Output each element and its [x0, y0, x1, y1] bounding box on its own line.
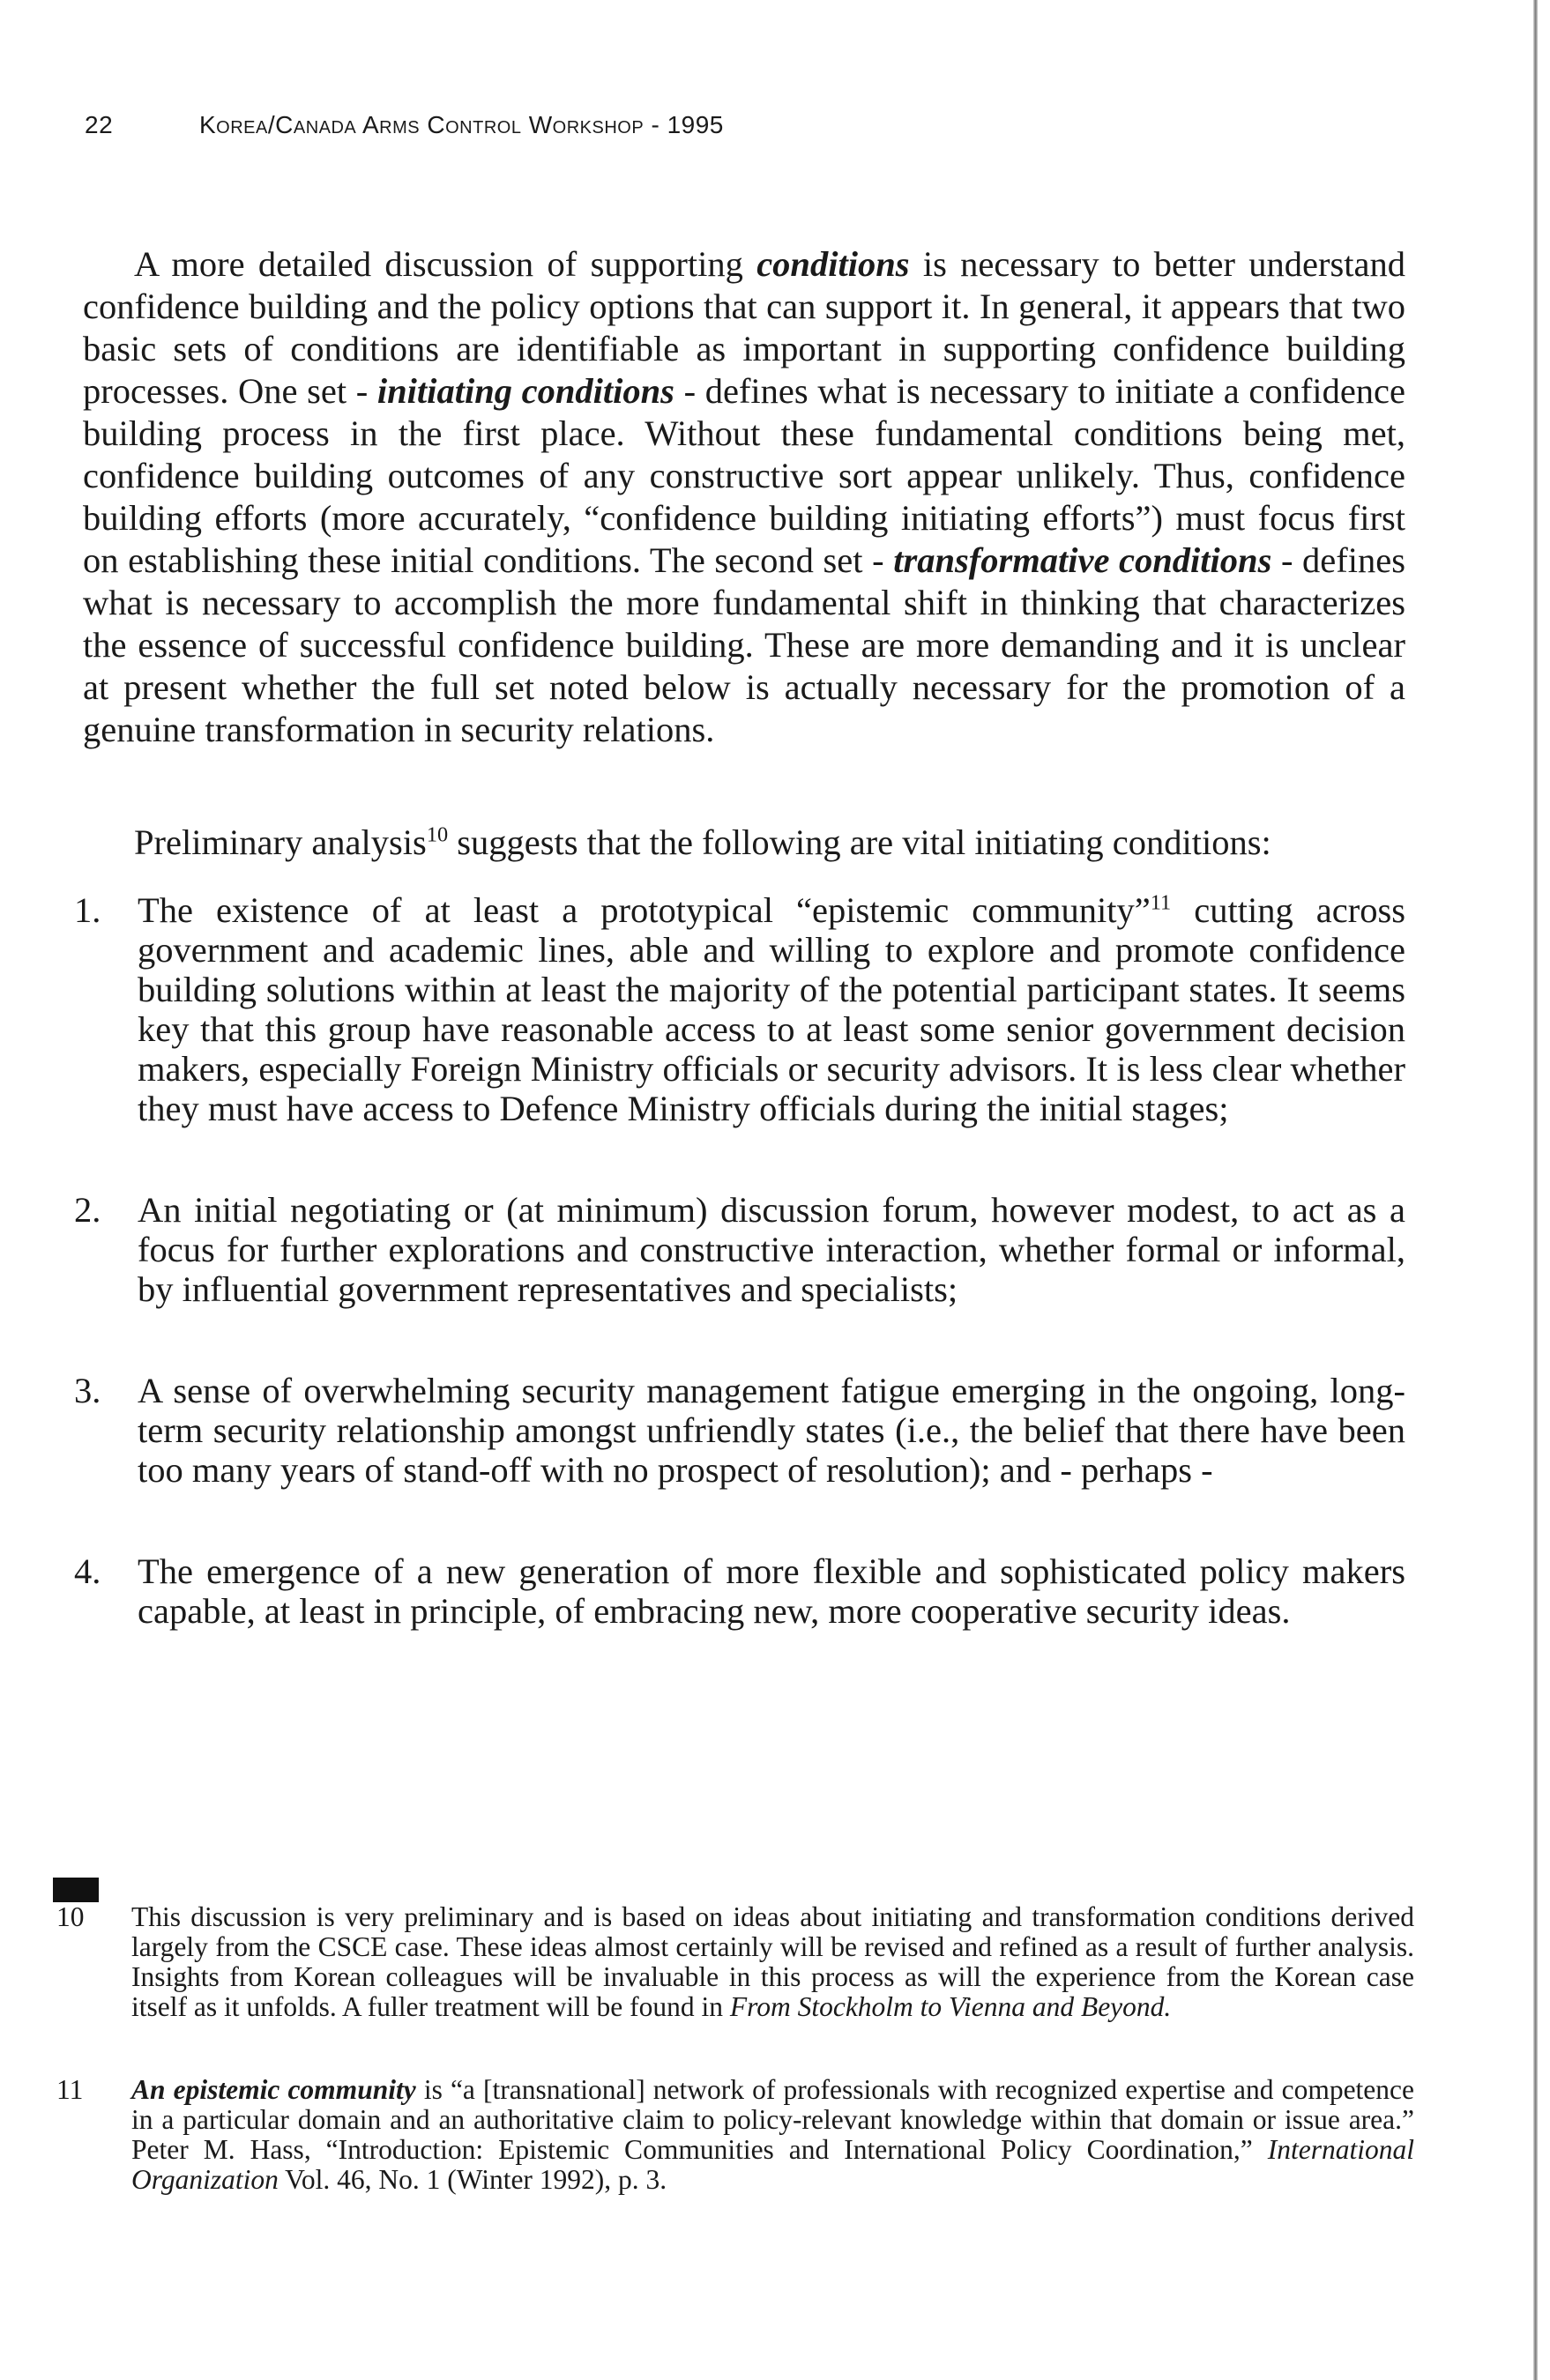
list-item-1: [74, 890, 1405, 1128]
footnote-ref-10: 10: [426, 822, 449, 847]
page-number: 22: [85, 111, 114, 138]
paragraph-text: - defines what is necessary to initiate a confidence building process in the first place. Without these fundamental conditions being met, confidence building outcomes of any constructive sort appear unlikely. Thus, confidence building efforts (more accurately, “confidence building initiating efforts”) must focus first on establishing these initial conditions. The second set -: [83, 371, 1405, 580]
footnote-text: [131, 1902, 1414, 2022]
list-item-3: [74, 1371, 1405, 1490]
list-text: The emergence of a new generation of more flexible and sophisticated policy makers capable, at least in principle, of embracing new, more cooperative security ideas.: [138, 1551, 1405, 1631]
journal-title: International Organization: [131, 2134, 1414, 2195]
list-text: A sense of overwhelming security management fatigue emerging in the ongoing, long-term security relationship amongst unfriendly states (i.e., the belief that there have been too many years of stand-off with no prospect of resolution); and - perhaps -: [138, 1371, 1405, 1490]
footnote-11: [56, 2075, 1414, 2195]
initiating-conditions-list: [74, 890, 1405, 1692]
paragraph-text: Preliminary analysis: [134, 822, 427, 862]
footnote-ref-11: 11: [1150, 890, 1172, 915]
list-number: 1.: [74, 890, 101, 930]
paragraph-text: A more detailed discussion of supporting: [134, 244, 757, 284]
list-text: An initial negotiating or (at minimum) discussion forum, however modest, to act as a focus for further explorations and constructive interaction, whether formal or informal, by influential government representatives and specialists;: [138, 1190, 1405, 1309]
footnote-text-part: Vol. 46, No. 1 (Winter 1992), p. 3.: [278, 2164, 667, 2195]
list-text-part: cutting across government and academic lines, able and willing to explore and promote confidence building solutions within at least the majority of the potential participant states. It seems key that this group have reasonable access to at least some senior government decision makers, especially Foreign Ministry officials or security advisors. It is less clear whether they must have access to Defence Ministry officials during the initial stages;: [138, 890, 1406, 1128]
book-title: From Stockholm to Vienna and Beyond.: [729, 1991, 1172, 2022]
footnote-text: [131, 2075, 1414, 2195]
running-title: Korea/Canada Arms Control Workshop - 1995: [199, 111, 724, 138]
paragraph-preliminary-analysis: [83, 822, 1405, 864]
footnote-number: 11: [56, 2074, 84, 2105]
list-text: [138, 890, 1405, 1128]
term-epistemic-community: An epistemic community: [131, 2074, 416, 2105]
footnote-text-part: is “a [transnational] network of professionals with recognized expertise and competence in a particular domain and an authoritative claim to policy-relevant knowledge within that domain or issue area.” Peter M. Hass, “Introduction: Epistemic Communities and International Policy Coordination,”: [131, 2074, 1414, 2165]
footnote-number: 10: [56, 1901, 85, 1932]
running-header: [85, 111, 1444, 139]
footnote-10: [56, 1902, 1414, 2022]
list-item-4: [74, 1551, 1405, 1631]
footnotes: [56, 1902, 1414, 2248]
term-transformative-conditions: transformative conditions: [893, 540, 1272, 580]
list-number: 4.: [74, 1551, 101, 1591]
paragraph-text: suggests that the following are vital initiating conditions:: [448, 822, 1271, 862]
scan-edge: [1533, 0, 1538, 2380]
paragraph-text: is necessary to better understand confidence building and the policy options that can support it. In general, it appears that two basic sets of conditions are identifiable as important in supporting confidence building processes. One set -: [83, 244, 1405, 411]
paragraph-conditions: [83, 243, 1405, 751]
paragraph-text: - defines what is necessary to accomplish the more fundamental shift in thinking that characterizes the essence of successful confidence building. These are more demanding and it is unclear at present whether the full set noted below is actually necessary for the promotion of a genuine transformation in security relations.: [83, 540, 1405, 749]
term-initiating-conditions: initiating conditions: [376, 371, 674, 411]
list-text-part: The existence of at least a prototypical “epistemic community”: [138, 890, 1151, 930]
footnote-separator: [53, 1878, 99, 1902]
list-number: 2.: [74, 1190, 101, 1230]
term-conditions: conditions: [756, 244, 910, 284]
list-number: 3.: [74, 1371, 101, 1410]
list-item-2: [74, 1190, 1405, 1309]
footnote-text-part: This discussion is very preliminary and is based on ideas about initiating and transformation conditions derived largely from the CSCE case. These ideas almost certainly will be revised and refined as a result of further analysis. Insights from Korean colleagues will be invaluable in this process as will the experience from the Korean case itself as it unfolds. A fuller treatment will be found in: [131, 1901, 1414, 2022]
